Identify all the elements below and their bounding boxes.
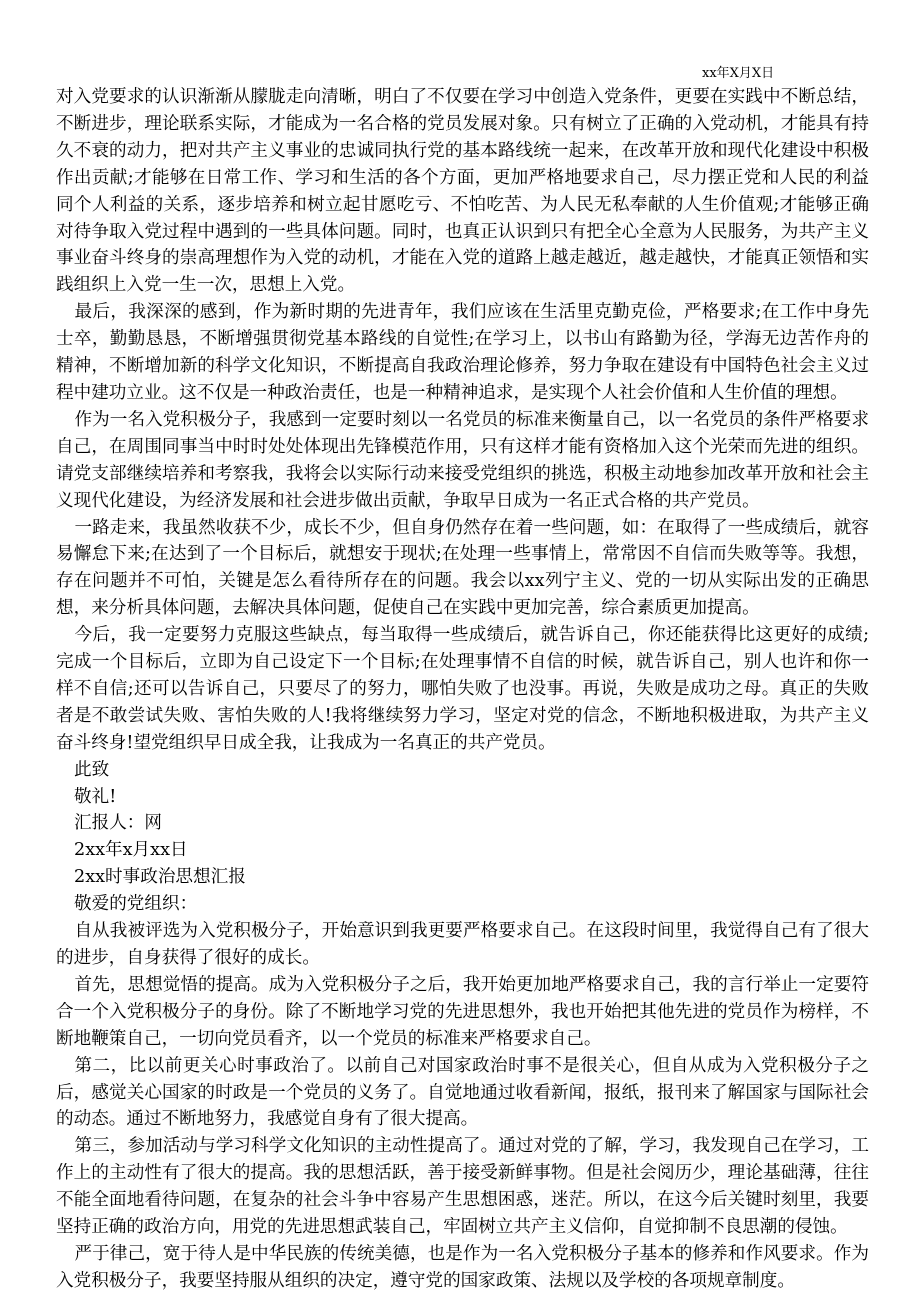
body-paragraph: 今后，我一定要努力克服这些缺点，每当取得一些成绩后，就告诉自己，你还能获得比这更好的成绩;完成一个目标后，立即为自己设定下一个目标;在处理事情不自信的时候，就告诉自己，别人也许和你一样不自信;还可以告诉自己，只要尽了的努力，哪怕失败了也没事。再说，失败是成功之母。真正的失败者是不敢尝试失败、害怕失败的人!我将继续努力学习，坚定对党的信念，不断地积极进取，为共产主义奋斗终身!望党组织早日成全我，让我成为一名真正的共产党员。 xyxy=(56,625,869,753)
closing-salutation: 此致 xyxy=(74,759,110,780)
second-report-paragraph: 首先，思想觉悟的提高。成为入党积极分子之后，我开始更加地严格要求自己，我的言行举止一定要符合一个入党积极分子的身份。除了不断地学习党的先进思想外，我也开始把其他先进的党员作为榜样，不断地鞭策自己，一切向党员看齐，以一个党员的标准来严格要求自己。 xyxy=(56,974,869,1049)
report-date: 2xx年x月xx日 xyxy=(74,840,188,861)
body-paragraph: 一路走来，我虽然收获不少，成长不少，但自身仍然存在着一些问题，如：在取得了一些成绩后，就容易懈怠下来;在达到了一个目标后，就想安于现状;在处理一些事情上，常常因不自信而失败等等。我想，存在问题并不可怕，关键是怎么看待所存在的问题。我会以xx列宁主义、党的一切从实际出发的正确思想，来分析具体问题，去解决具体问题，促使自己在实践中更加完善，综合素质更加提高。 xyxy=(56,517,869,619)
document-body xyxy=(56,84,869,1295)
header-date: xx年X月X日 xyxy=(702,66,775,81)
closing-respect: 敬礼! xyxy=(74,786,117,807)
body-paragraph: 最后，我深深的感到，作为新时期的先进青年，我们应该在生活里克勤克俭，严格要求;在工作中身先士卒，勤勤恳恳，不断增强贯彻党基本路线的自觉性;在学习上，以书山有路勤为径，学海无边苦作舟的精神，不断增加新的科学文化知识，不断提高自我政治理论修养，努力争取在建设有中国特色社会主义过程中建功立业。这不仅是一种政治责任，也是一种精神追求，是实现个人社会价值和人生价值的理想。 xyxy=(56,302,869,403)
body-paragraph: 对入党要求的认识渐渐从朦胧走向清晰，明白了不仅要在学习中创造入党条件，更要在实践中不断总结，不断进步，理论联系实际，才能成为一名合格的党员发展对象。只有树立了正确的入党动机，才能具有持久不衰的动力，把对共产主义事业的忠诚同执行党的基本路线统一起来，在改革开放和现代化建设中积极作出贡献;才能够在日常工作、学习和生活的各个方面，更加严格地要求自己，尽力摆正党和人民的利益同个人利益的关系，逐步培养和树立起甘愿吃亏、不怕吃苦、为人民无私奉献的人生价值观;才能够正确对待争取入党过程中遇到的一些具体问题。同时，也真正认识到只有把全心全意为人民服务，为共产主义事业奋斗终身的崇高理想作为入党的动机，才能在入党的道路上越走越近，越走越快，才能真正领悟和实践组织上入党一生一次，思想上入党。 xyxy=(56,87,869,296)
second-report-paragraph: 自从我被评选为入党积极分子，开始意识到我更要严格要求自己。在这段时间里，我觉得自己有了很大的进步，自身获得了很好的成长。 xyxy=(56,921,869,968)
second-report-paragraph: 第三，参加活动与学习科学文化知识的主动性提高了。通过对党的了解，学习，我发现自己在学习，工作上的主动性有了很大的提高。我的思想活跃，善于接受新鲜事物。但是社会阅历少，理论基础薄，往往不能全面地看待问题，在复杂的社会斗争中容易产生思想困惑，迷茫。所以，在这今后关键时刻里，我要坚持正确的政治方向，用党的先进思想武装自己，牢固树立共产主义信仰，自觉抑制不良思潮的侵蚀。 xyxy=(56,1136,869,1238)
body-paragraph: 作为一名入党积极分子，我感到一定要时刻以一名党员的标准来衡量自己，以一名党员的条件严格要求自己，在周围同事当中时时处处体现出先锋模范作用，只有这样才能有资格加入这个光荣而先进的组织。请党支部继续培养和考察我，我将会以实际行动来接受党组织的挑选，积极主动地参加改革开放和社会主义现代化建设，为经济发展和社会进步做出贡献，争取早日成为一名正式合格的共产党员。 xyxy=(56,409,869,511)
second-report-title: 2xx时事政治思想汇报 xyxy=(74,867,246,888)
second-report-greeting: 敬爱的党组织： xyxy=(74,894,198,915)
reporter-name: 汇报人：网 xyxy=(74,813,162,834)
second-report-paragraph: 严于律己，宽于待人是中华民族的传统美德，也是作为一名入党积极分子基本的修养和作风要求。作为入党积极分子，我要坚持服从组织的决定，遵守党的国家政策、法规以及学校的各项规章制度。 xyxy=(56,1243,869,1291)
second-report-paragraph: 第二，比以前更关心时事政治了。以前自己对国家政治时事不是很关心，但自从成为入党积极分子之后，感觉关心国家的时政是一个党员的义务了。自觉地通过收看新闻，报纸，报刊来了解国家与国际社会的动态。通过不断地努力，我感觉自身有了很大提高。 xyxy=(56,1055,869,1130)
